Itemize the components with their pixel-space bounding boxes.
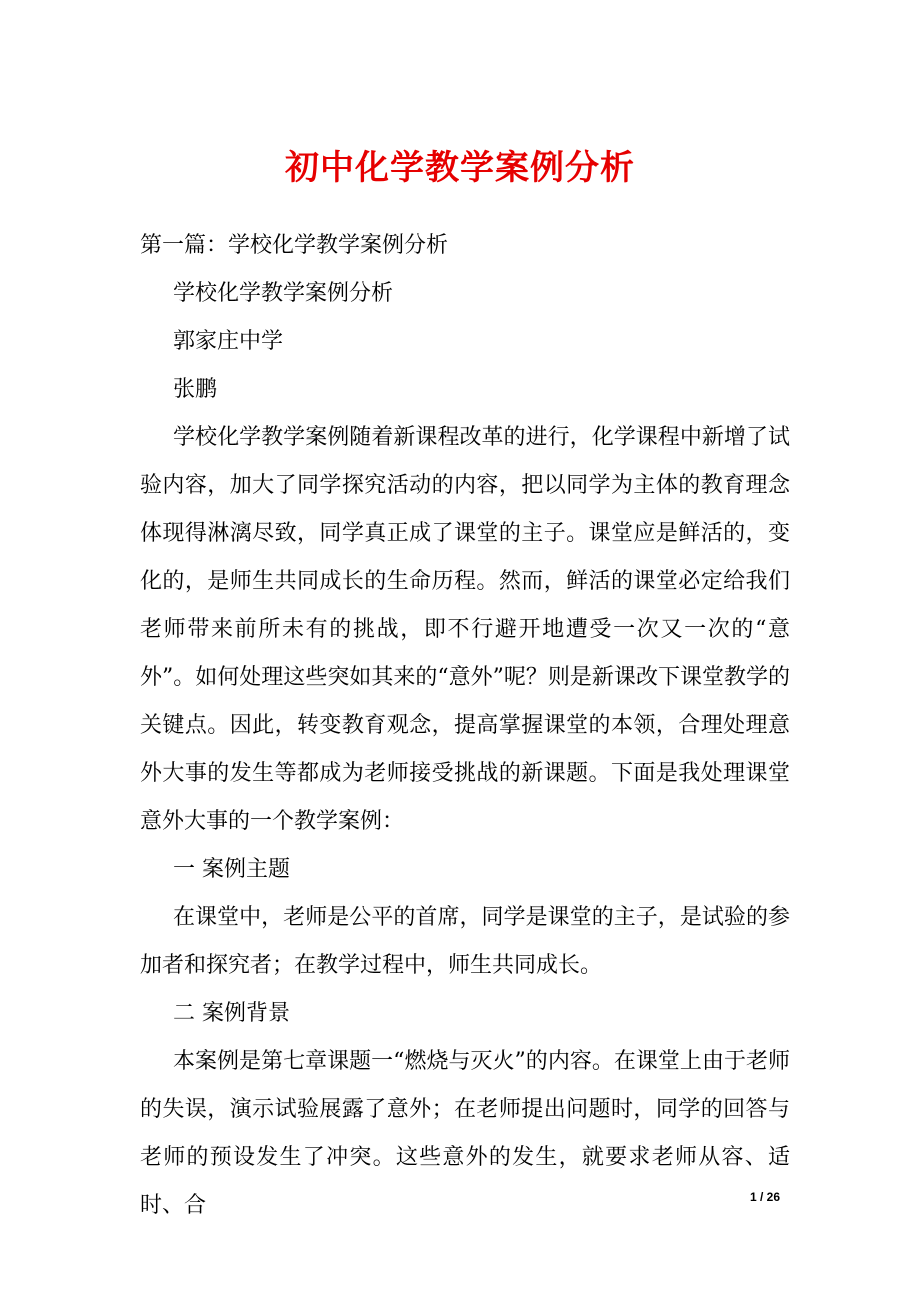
intro-paragraph: 学校化学教学案例随着新课程改革的进行，化学课程中新增了试验内容，加大了同学探究活动的内容，把以同学为主体的教育理念体现得淋漓尽致，同学真正成了课堂的主子。课堂应是鲜活的，变化的，是师生共同成长的生命历程。然而，鲜活的课堂必定给我们老师带来前所未有的挑战，即不行避开地遭受一次又一次的“意外”。如何处理这些突如其来的“意外”呢？则是新课改下课堂教学的关键点。因此，转变教育观念，提高掌握课堂的本领，合理处理意外大事的发生等都成为老师接受挑战的新课题。下面是我处理课堂意外大事的一个教学案例： [140, 425, 790, 834]
page-number: 1 / 26 [749, 1190, 780, 1204]
subtitle: 学校化学教学案例分析 [173, 281, 394, 306]
school-name: 郭家庄中学 [173, 329, 284, 354]
section2-paragraph: 本案例是第七章课题一“燃烧与灭火”的内容。在课堂上由于老师的失误，演示试验展露了意外；在老师提出问题时，同学的回答与老师的预设发生了冲突。这些意外的发生，就要求老师从容、适时、合 [140, 1049, 790, 1218]
document-title: 初中化学教学案例分析 [285, 148, 635, 188]
section1-paragraph: 在课堂中，老师是公平的首席，同学是课堂的主子，是试验的参加者和探究者；在教学过程中，师生共同成长。 [140, 905, 790, 978]
section-heading: 第一篇：学校化学教学案例分析 [140, 233, 449, 258]
document-body [140, 222, 790, 1230]
section1-heading: 一 案例主题 [173, 857, 290, 882]
author-name: 张鹏 [173, 377, 218, 402]
section2-heading: 二 案例背景 [173, 1001, 290, 1026]
